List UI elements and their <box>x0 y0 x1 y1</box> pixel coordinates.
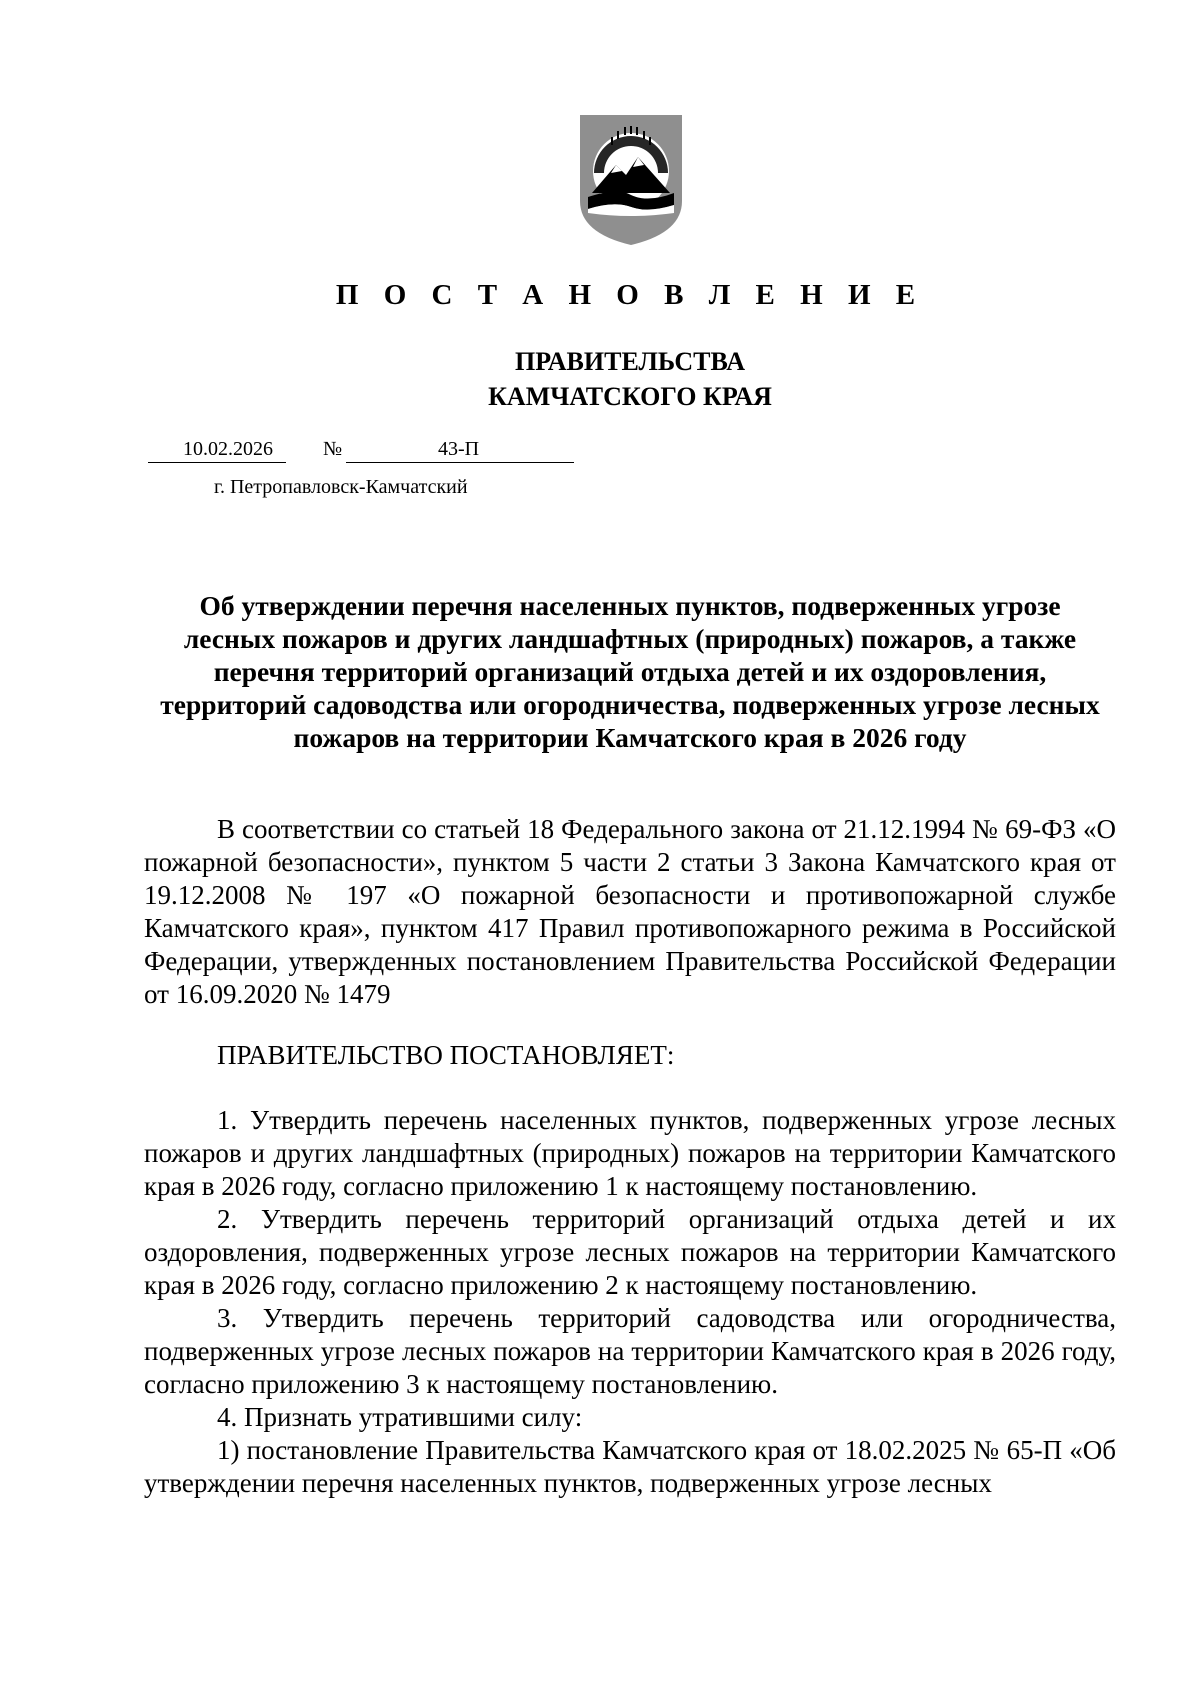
issuer-line-2: КАМЧАТСКОГО КРАЯ <box>488 382 772 411</box>
document-type-title: П О С Т А Н О В Л Е Н И Е <box>335 279 925 311</box>
subject-line: лесных пожаров и других ландшафтных (природных) пожаров, а также <box>183 623 1077 654</box>
document-number: 43-П <box>438 438 480 460</box>
resolution-items <box>144 1104 1116 1500</box>
subject-line: перечня территорий организаций отдыха детей и их оздоровления, <box>213 656 1047 687</box>
preamble-paragraph <box>144 813 1116 1011</box>
coat-of-arms-icon <box>578 113 684 247</box>
subject-line: пожаров на территории Камчатского края в 2026 году <box>293 722 967 753</box>
subject-line: территорий садоводства или огородничества, подверженных угрозе лесных <box>160 689 1100 720</box>
resolution-item-4: 4. Признать утратившими силу: <box>217 1402 583 1432</box>
subject-line: Об утверждении перечня населенных пунктов, подверженных угрозе <box>199 590 1061 621</box>
resolution-subitem-1: 1) постановление Правительства Камчатского края от 18.02.2025 № 65-П «Об утверждении перечня населенных пунктов, подверженных угрозе лесных <box>144 1435 1116 1498</box>
preamble-text: В соответствии со статьей 18 Федерального закона от 21.12.1994 № 69-ФЗ «О пожарной безопасности», пунктом 5 части 2 статьи 3 Закона Камчатского края от 19.12.2008 № 197 «О пожарной безопасности и противопожарной службе Камчатского края», пунктом 417 Правил противопожарного режима в Российской Федерации, утвержденных постановлением Правительства Российской Федерации от 16.09.2020 № 1479 <box>144 814 1116 1009</box>
issuer-block <box>0 344 1200 414</box>
issuer-line-1: ПРАВИТЕЛЬСТВА <box>515 347 745 376</box>
date-number-line <box>148 440 574 466</box>
resolution-item-1: 1. Утвердить перечень населенных пунктов, подверженных угрозе лесных пожаров и других ландшафтных (природных) пожаров на территории Камчатского края в 2026 году, согласно приложению 1 к настоящему постановлению. <box>144 1105 1116 1201</box>
number-sign: № <box>323 438 343 460</box>
decree-heading: ПРАВИТЕЛЬСТВО ПОСТАНОВЛЯЕТ: <box>217 1040 675 1070</box>
resolution-item-3: 3. Утвердить перечень территорий садоводства или огородничества, подверженных угрозе лесных пожаров на территории Камчатского края в 2026 году, согласно приложению 3 к настоящему постановлению. <box>144 1303 1116 1399</box>
resolution-item-2: 2. Утвердить перечень территорий организаций отдыха детей и их оздоровления, подверженных угрозе лесных пожаров на территории Камчатского края в 2026 году, согласно приложению 2 к настоящему постановлению. <box>144 1204 1116 1300</box>
document-date: 10.02.2026 <box>183 438 273 460</box>
city-of-issue: г. Петропавловск-Камчатский <box>214 476 468 498</box>
document-subject <box>140 589 1120 754</box>
